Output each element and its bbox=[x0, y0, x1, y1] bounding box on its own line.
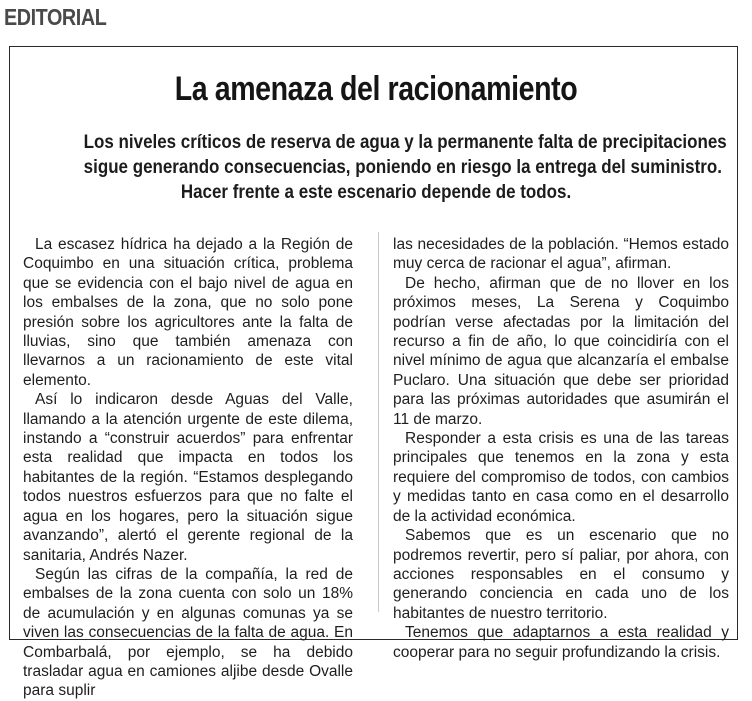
lead-line: sigue generando consecuencias, poniendo en riesgo la entrega del suministro. bbox=[83, 156, 722, 178]
lead-line: Hacer frente a este escenario depende de todos. bbox=[180, 181, 572, 203]
section-label: EDITORIAL bbox=[4, 4, 107, 30]
body-paragraph: Tenemos que adaptarnos a esta realidad y cooperar para no seguir profundizando la crisis. bbox=[393, 624, 729, 661]
body-paragraph: Responder a esta crisis es una de las tareas principales que tenemos en la zona y esta requiere del compromiso de todos, con cambios y medidas tanto en casa como en el desarrollo de la actividad económica. bbox=[393, 430, 729, 525]
body-paragraph: las necesidades de la población. “Hemos estado muy cerca de racionar el agua”, afirman. bbox=[393, 236, 729, 273]
body-paragraph: Sabemos que es un escenario que no podremos revertir, pero sí paliar, por ahora, con acciones responsables en el consumo y generando conciencia en cada uno de los habitantes de nuestro territorio. bbox=[393, 527, 729, 622]
lead-line: Los niveles críticos de reserva de agua y la permanente falta de precipitaciones bbox=[83, 131, 727, 153]
column-divider bbox=[378, 232, 379, 612]
body-paragraph: De hecho, afirman que de no llover en los próximos meses, La Serena y Coquimbo podrían verse afectadas por la limitación del recurso a fin de año, lo que coincidiría con el nivel mínimo de agua que alcanzaría el embalse Puclaro. Una situación que debe ser prioridad para las próximas autoridades que asumirán el 11 de marzo. bbox=[393, 274, 729, 428]
body-column-right bbox=[393, 235, 729, 662]
body-column-left bbox=[23, 235, 353, 701]
article-title: La amenaza del racionamiento bbox=[174, 70, 578, 108]
body-paragraph: Según las cifras de la compañía, la red de embalses de la zona cuenta con solo un 18% de acumulación y en algunas comunas ya se viven las consecuencias de la falta de agua. En Combarbalá, por ejemplo, se ha debido trasladar agua en camiones aljibe desde Ovalle para suplir bbox=[23, 565, 353, 700]
body-paragraph: La escasez hídrica ha dejado a la Región de Coquimbo en una situación crítica, problema que se evidencia con el bajo nivel de agua en los embalses de la zona, que no solo pone presión sobre los agricultores ante la falta de lluvias, sino que también amenaza con llevarnos a un racionamiento de este vital elemento. bbox=[23, 236, 353, 389]
body-paragraph: Así lo indicaron desde Aguas del Valle, llamando a la atención urgente de este dilema, instando a “construir acuerdos” para enfrentar esta realidad que impacta en todos los habitantes de la región. “Estamos desplegando todos nuestros esfuerzos para que no falte el agua en los hogares, pero la situación sigue avanzando”, alertó el gerente regional de la sanitaria, Andrés Nazer. bbox=[23, 391, 353, 564]
article-lead bbox=[40, 130, 727, 205]
